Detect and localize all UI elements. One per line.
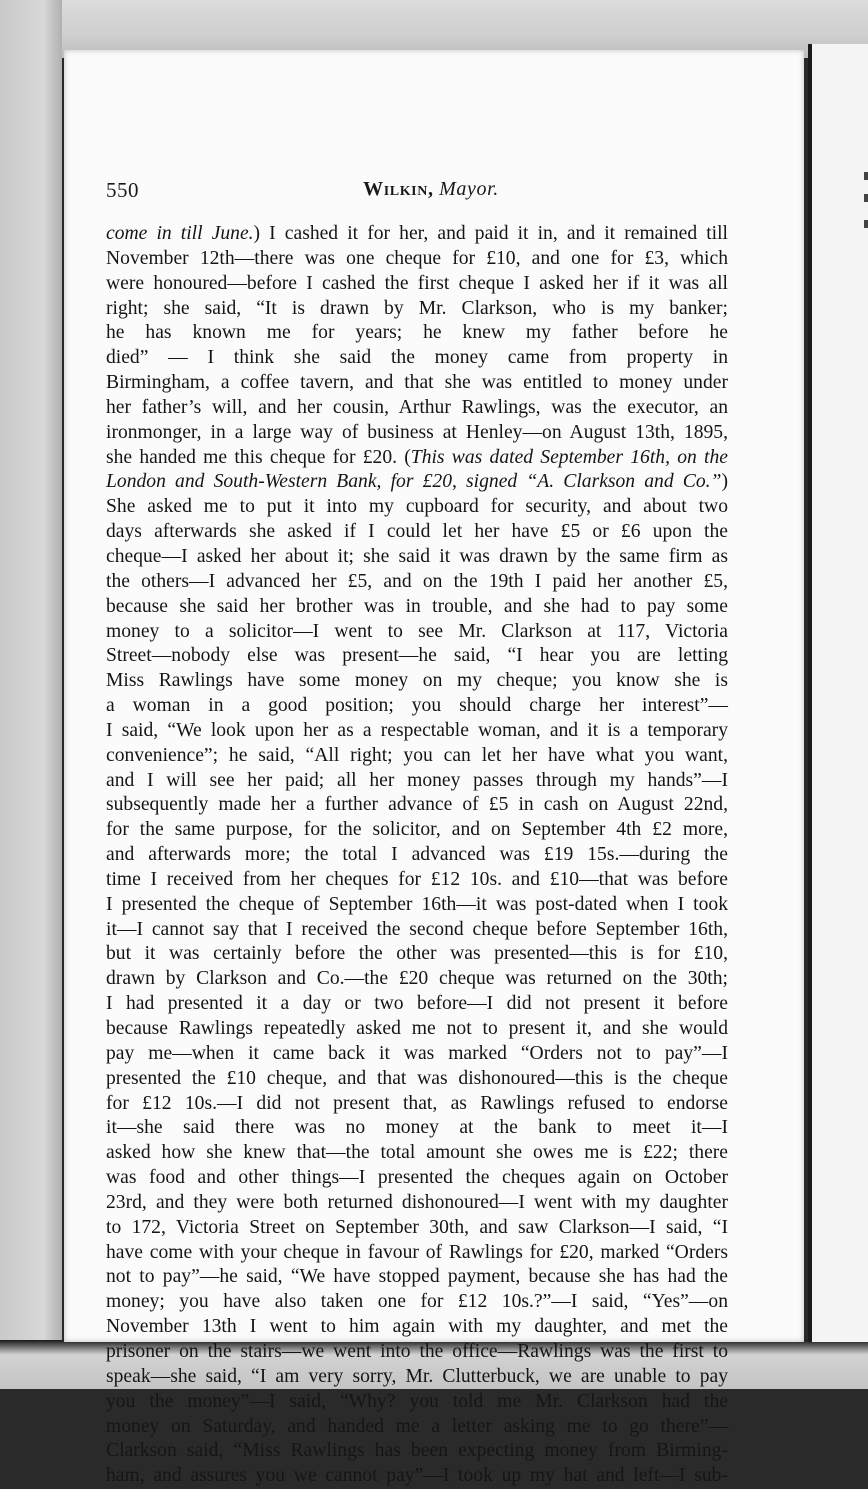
text-segment: died” — I think she said the money came from property in: [106, 347, 728, 369]
text-segment: pay me—when it came back it was marked “Orders not to pay”—I: [106, 1042, 728, 1064]
text-segment: her father’s will, and her cousin, Arthur Rawlings, was the executor, an: [106, 396, 728, 418]
text-segment: ham, and assures you we cannot pay”—I took up my hat and left—I sub-: [106, 1465, 728, 1487]
page-header: [106, 178, 756, 208]
text-line: [106, 1017, 728, 1042]
text-line: [106, 893, 728, 918]
text-line: [106, 918, 728, 943]
italic-text: This was dated September 16th, on the: [410, 446, 728, 468]
running-head-title: Mayor.: [439, 178, 499, 200]
text-segment: and afterwards more; the total I advanced was £19 15s.—during the: [106, 844, 728, 866]
text-segment: you the money”—I said, “Why? you told me Mr. Clarkson had the: [106, 1390, 728, 1412]
text-segment: right; she said, “It is drawn by Mr. Clarkson, who is my banker;: [106, 297, 728, 319]
text-segment: November 12th—there was one cheque for £10, and one for £3, which: [106, 247, 728, 269]
text-line: [106, 446, 728, 471]
text-segment: was food and other things—I presented the cheques again on October: [106, 1167, 728, 1189]
text-segment: prisoner on the stairs—we went into the office—Rawlings was the first to: [106, 1340, 728, 1362]
text-segment: convenience”; he said, “All right; you can let her have what you want,: [106, 744, 728, 766]
text-line: [106, 644, 728, 669]
text-segment: to 172, Victoria Street on September 30th, and saw Clarkson—I said, “I: [106, 1216, 728, 1238]
text-line: [106, 545, 728, 570]
text-segment: it—she said there was no money at the bank to meet it—I: [106, 1117, 728, 1139]
text-segment: because she said her brother was in trouble, and she had to pay some: [106, 595, 728, 617]
text-segment: were honoured—before I cashed the first cheque I asked her if it was all: [106, 272, 728, 294]
text-segment: Street—nobody else was present—he said, “I hear you are letting: [106, 645, 728, 667]
text-line: [106, 1315, 728, 1340]
text-segment: ) I cashed it for her, and paid it in, and it remained till: [253, 223, 728, 244]
text-line: [106, 222, 728, 247]
text-segment: it—I cannot say that I received the second cheque before September 16th,: [106, 918, 728, 940]
text-line: [106, 1116, 728, 1141]
text-line: [106, 1216, 728, 1241]
text-line: [106, 1415, 728, 1440]
text-line: [106, 620, 728, 645]
text-line: [106, 421, 728, 446]
italic-text: come in till June.: [106, 223, 254, 244]
text-line: [106, 297, 728, 322]
text-line: [106, 1191, 728, 1216]
text-segment: Clarkson said, “Miss Rawlings has been expecting money from Birming-: [106, 1440, 728, 1462]
text-line: [106, 495, 728, 520]
text-segment: 23rd, and they were both returned dishonoured—I went with my daughter: [106, 1191, 728, 1213]
text-line: [106, 520, 728, 545]
running-head: [106, 178, 756, 201]
text-line: [106, 272, 728, 297]
text-line: [106, 1390, 728, 1415]
text-segment: I presented the cheque of September 16th—it was post-dated when I took: [106, 893, 728, 915]
text-segment: I said, “We look upon her as a respectable woman, and it is a temporary: [106, 719, 728, 741]
text-line: [106, 570, 728, 595]
text-line: [106, 1439, 728, 1464]
text-line: [106, 1241, 728, 1266]
text-segment: not to pay”—he said, “We have stopped payment, because she has had the: [106, 1266, 728, 1288]
adjacent-page-mark: [864, 172, 868, 180]
text-segment: have come with your cheque in favour of Rawlings for £20, marked “Orders: [106, 1241, 728, 1263]
text-segment: I had presented it a day or two before—I did not present it before: [106, 993, 728, 1015]
text-line: [106, 1365, 728, 1390]
text-line: [106, 1141, 728, 1166]
text-segment: money on Saturday, and handed me a letter asking me to go there”—: [106, 1415, 728, 1437]
text-segment: subsequently made her a further advance of £5 in cash on August 22nd,: [106, 794, 728, 816]
text-line: [106, 1067, 728, 1092]
page-number: 550: [106, 178, 139, 202]
text-line: [106, 1042, 728, 1067]
text-line: [106, 1464, 728, 1489]
text-segment: for the same purpose, for the solicitor, and on September 4th £2 more,: [106, 819, 728, 841]
text-line: [106, 818, 728, 843]
text-line: [106, 843, 728, 868]
text-segment: but it was certainly before the other was presented—this is for £10,: [106, 943, 728, 965]
text-line: [106, 1340, 728, 1365]
text-segment: speak—she said, “I am very sorry, Mr. Clutterbuck, we are unable to pay: [106, 1365, 728, 1387]
text-segment: asked how she knew that—the total amount she owes me is £22; there: [106, 1142, 728, 1164]
text-segment: days afterwards she asked if I could let her have £5 or £6 upon the: [106, 521, 728, 543]
text-line: [106, 1265, 728, 1290]
text-line: [106, 396, 728, 421]
text-line: [106, 1290, 728, 1315]
book-page: [64, 50, 804, 1487]
text-line: [106, 371, 728, 396]
text-segment: she handed me this cheque for £20. (: [106, 446, 411, 468]
text-line: [106, 868, 728, 893]
text-line: [106, 694, 728, 719]
text-line: [106, 346, 728, 371]
text-segment: Miss Rawlings have some money on my cheque; you know she is: [106, 670, 728, 692]
text-line: [106, 247, 728, 272]
adjacent-page-edge: [808, 44, 868, 1342]
text-segment: because Rawlings repeatedly asked me not to present it, and she would: [106, 1018, 728, 1039]
text-segment: and I will see her paid; all her money passes through my hands”—I: [106, 769, 728, 791]
text-line: [106, 595, 728, 620]
text-segment: ): [721, 471, 728, 493]
text-segment: the others—I advanced her £5, and on the 19th I paid her another £5,: [106, 570, 728, 592]
text-line: [106, 793, 728, 818]
text-line: [106, 321, 728, 346]
text-segment: money to a solicitor—I went to see Mr. Clarkson at 117, Victoria: [106, 620, 728, 642]
italic-text: London and South-Western Bank, for £20, signed “A. Clarkson and Co.”: [106, 471, 722, 493]
text-line: [106, 967, 728, 992]
text-segment: November 13th I went to him again with my daughter, and met the: [106, 1316, 728, 1338]
text-segment: he has known me for years; he knew my father before he: [106, 322, 728, 344]
adjacent-page-mark: [864, 220, 868, 228]
text-segment: Birmingham, a coffee tavern, and that she was entitled to money under: [106, 372, 728, 394]
text-segment: presented the £10 cheque, and that was dishonoured—this is the cheque: [106, 1067, 728, 1089]
body-text: [106, 222, 728, 1489]
text-segment: money; you have also taken one for £12 10s.?”—I said, “Yes”—on: [106, 1291, 728, 1313]
text-segment: She asked me to put it into my cupboard for security, and about two: [106, 496, 728, 518]
text-line: [106, 1166, 728, 1191]
text-line: [106, 1092, 728, 1117]
text-segment: for £12 10s.—I did not present that, as Rawlings refused to endorse: [106, 1092, 728, 1114]
text-line: [106, 942, 728, 967]
text-line: [106, 669, 728, 694]
text-line: [106, 769, 728, 794]
text-segment: ironmonger, in a large way of business at Henley—on August 13th, 1895,: [106, 421, 728, 443]
text-segment: a woman in a good position; you should charge her interest”—: [106, 695, 728, 717]
text-line: [106, 992, 728, 1017]
text-segment: drawn by Clarkson and Co.—the £20 cheque was returned on the 30th;: [106, 968, 728, 990]
text-line: [106, 470, 728, 495]
scan-background-left: [0, 0, 62, 1389]
text-segment: time I received from her cheques for £12 10s. and £10—that was before: [106, 868, 728, 890]
text-line: [106, 744, 728, 769]
text-segment: cheque—I asked her about it; she said it was drawn by the same firm as: [106, 545, 728, 567]
running-head-name: Wilkin,: [363, 178, 434, 200]
adjacent-page-mark: [864, 194, 868, 202]
text-line: [106, 719, 728, 744]
